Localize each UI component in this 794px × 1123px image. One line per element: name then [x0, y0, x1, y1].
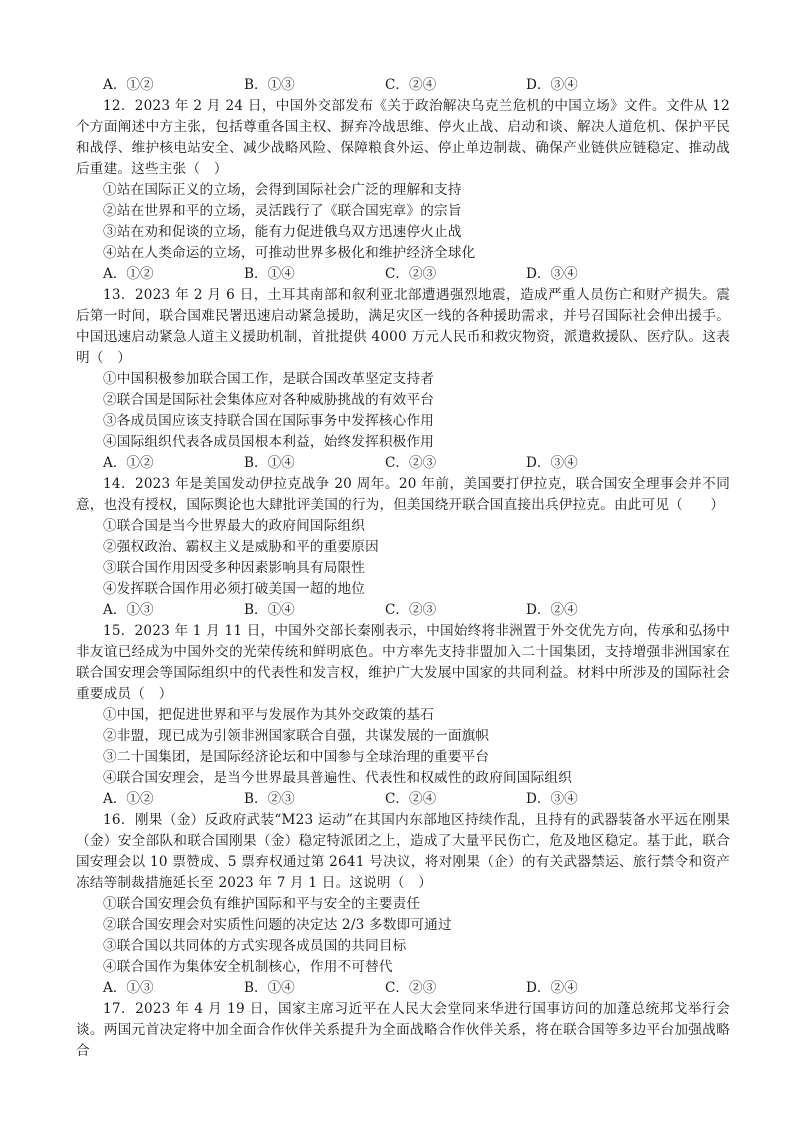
choice-c: C．②④: [385, 791, 437, 807]
choice-a: A．①③: [103, 602, 154, 618]
choice-a: A．①②: [103, 77, 154, 93]
choice-d: D．③④: [526, 455, 578, 471]
choice-d: D．③④: [526, 266, 578, 282]
choice-c: C．②④: [385, 77, 437, 93]
answer-choices: [76, 453, 730, 474]
option-3: ③站在劝和促谈的立场，能有力促进俄乌双方迅速停火止战: [103, 224, 462, 240]
choice-c: C．②③: [385, 455, 437, 471]
question-stem: 13．2023 年 2 月 6 日，土耳其南部和叙利亚北部遭遇强烈地震，造成严重人员伤亡和财产损失。震后第一时间，联合国难民署迅速启动紧急援助，满足灾区一线的各种援助需求，并号召国际社会伸出援手。中国迅速启动紧急人道主义援助机制，首批提供 4000 万元人民币和救灾物资，派遣救援队、医疗队。这表明（ ）: [76, 287, 730, 366]
option-4: ④国际组织代表各成员国根本利益，始终发挥积极作用: [103, 434, 435, 450]
question-15: [76, 621, 730, 810]
option-2: ②联合国安理会对实质性问题的决定达 2/3 多数即可通过: [103, 917, 452, 933]
question-stem: 14．2023 年是美国发动伊拉克战争 20 周年。20 年前，美国要打伊拉克，联合国安全理事会并不同意，也没有授权，国际舆论也大肆批评美国的行为，但美国绕开联合国直接出兵伊拉克。由此可见（ ）: [76, 476, 730, 513]
choice-c: C．②③: [385, 602, 437, 618]
choice-b: B．①③: [244, 77, 295, 93]
choice-a: A．①③: [103, 980, 154, 996]
choice-d: D．③④: [526, 791, 578, 807]
question-stem: 12．2023 年 2 月 24 日，中国外交部发布《关于政治解决乌克兰危机的中国立场》文件。文件从 12 个方面阐述中方主张，包括尊重各国主权、摒弃冷战思维、停火止战、启动和谈、解决人道危机、保护平民和战俘、维护核电站安全、减少战略风险、保障粮食外运、停止单边制裁、确保产业链供应链稳定、推动战后重建。这些主张（ ）: [76, 98, 730, 177]
choice-b: B．①④: [244, 602, 295, 618]
answer-choices: [76, 600, 730, 621]
choice-b: B．②③: [244, 791, 295, 807]
option-1: ①中国积极参加联合国工作，是联合国改革坚定支持者: [103, 371, 435, 387]
choice-c: C．②③: [385, 980, 437, 996]
question-17: [76, 999, 730, 1062]
option-4: ④发挥联合国作用必须打破美国一超的地位: [103, 581, 366, 597]
option-4: ④联合国安理会，是当今世界最具普遍性、代表性和权威性的政府间国际组织: [103, 770, 572, 786]
choice-c: C．②③: [385, 266, 437, 282]
option-3: ③联合国以共同体的方式实现各成员国的共同目标: [103, 938, 407, 954]
option-1: ①中国，把促进世界和平与发展作为其外交政策的基石: [103, 707, 435, 723]
answer-choices: [76, 978, 730, 999]
choice-d: D．②④: [526, 602, 578, 618]
choice-a: A．①②: [103, 266, 154, 282]
option-2: ②强权政治、霸权主义是威胁和平的重要原因: [103, 539, 379, 555]
choice-b: B．①④: [244, 455, 295, 471]
option-4: ④联合国作为集体安全机制核心，作用不可替代: [103, 959, 393, 975]
choice-a: A．①②: [103, 791, 154, 807]
option-1: ①联合国是当今世界最大的政府间国际组织: [103, 518, 366, 534]
choice-d: D．③④: [526, 77, 578, 93]
question-stem: 17．2023 年 4 月 19 日，国家主席习近平在人民大会堂同来华进行国事访问的加蓬总统邦戈举行会谈。两国元首决定将中加全面合作伙伴关系提升为全面战略合作伙伴关系，将在联合国等多边平台加强战略合: [76, 1001, 730, 1059]
page-content: [76, 75, 730, 1062]
option-1: ①站在国际正义的立场，会得到国际社会广泛的理解和支持: [103, 182, 462, 198]
option-3: ③联合国作用因受多种因素影响具有局限性: [103, 560, 366, 576]
question-16: [76, 810, 730, 999]
choice-a: A．①②: [103, 455, 154, 471]
option-2: ②站在世界和平的立场，灵活践行了《联合国宪章》的宗旨: [103, 203, 462, 219]
option-4: ④站在人类命运的立场，可推动世界多极化和维护经济全球化: [103, 245, 476, 261]
answer-choices: [76, 264, 730, 285]
choice-b: B．①④: [244, 980, 295, 996]
question-stem: 16．刚果（金）反政府武装“M23 运动”在其国内东部地区持续作乱，且持有的武器装备水平远在刚果（金）安全部队和联合国刚果（金）稳定特派团之上，造成了大量平民伤亡，危及地区稳定。基于此，联合国安理会以 10 票赞成、5 票弃权通过第 2641 号决议，将对刚果（企）的有关武器禁运、旅行禁令和资产冻结等制裁措施延长至 2023 年 7 月 1 日。这说明（ ）: [76, 812, 730, 891]
choice-b: B．①④: [244, 266, 295, 282]
question-stem: 15．2023 年 1 月 11 日，中国外交部长秦刚表示，中国始终将非洲置于外交优先方向，传承和弘扬中非友谊已经成为中国外交的光荣传统和鲜明底色。中方率先支持非盟加入二十国集团，支持增强非洲国家在联合国安理会等国际组织中的代表性和发言权，维护广大发展中国家的共同利益。材料中所涉及的国际社会重要成员（ ）: [76, 623, 730, 702]
option-3: ③各成员国应该支持联合国在国际事务中发挥核心作用: [103, 413, 435, 429]
option-2: ②非盟，现已成为引领非洲国家联合自强，共谋发展的一面旗帜: [103, 728, 490, 744]
answer-choices: [76, 789, 730, 810]
option-1: ①联合国安理会负有维护国际和平与安全的主要责任: [103, 896, 421, 912]
question-13: [76, 285, 730, 474]
option-2: ②联合国是国际社会集体应对各种威胁挑战的有效平台: [103, 392, 435, 408]
choice-d: D．②④: [526, 980, 578, 996]
q11-choices: [76, 75, 730, 96]
option-3: ③二十国集团，是国际经济论坛和中国参与全球治理的重要平台: [103, 749, 490, 765]
question-12: [76, 96, 730, 285]
question-14: [76, 474, 730, 621]
